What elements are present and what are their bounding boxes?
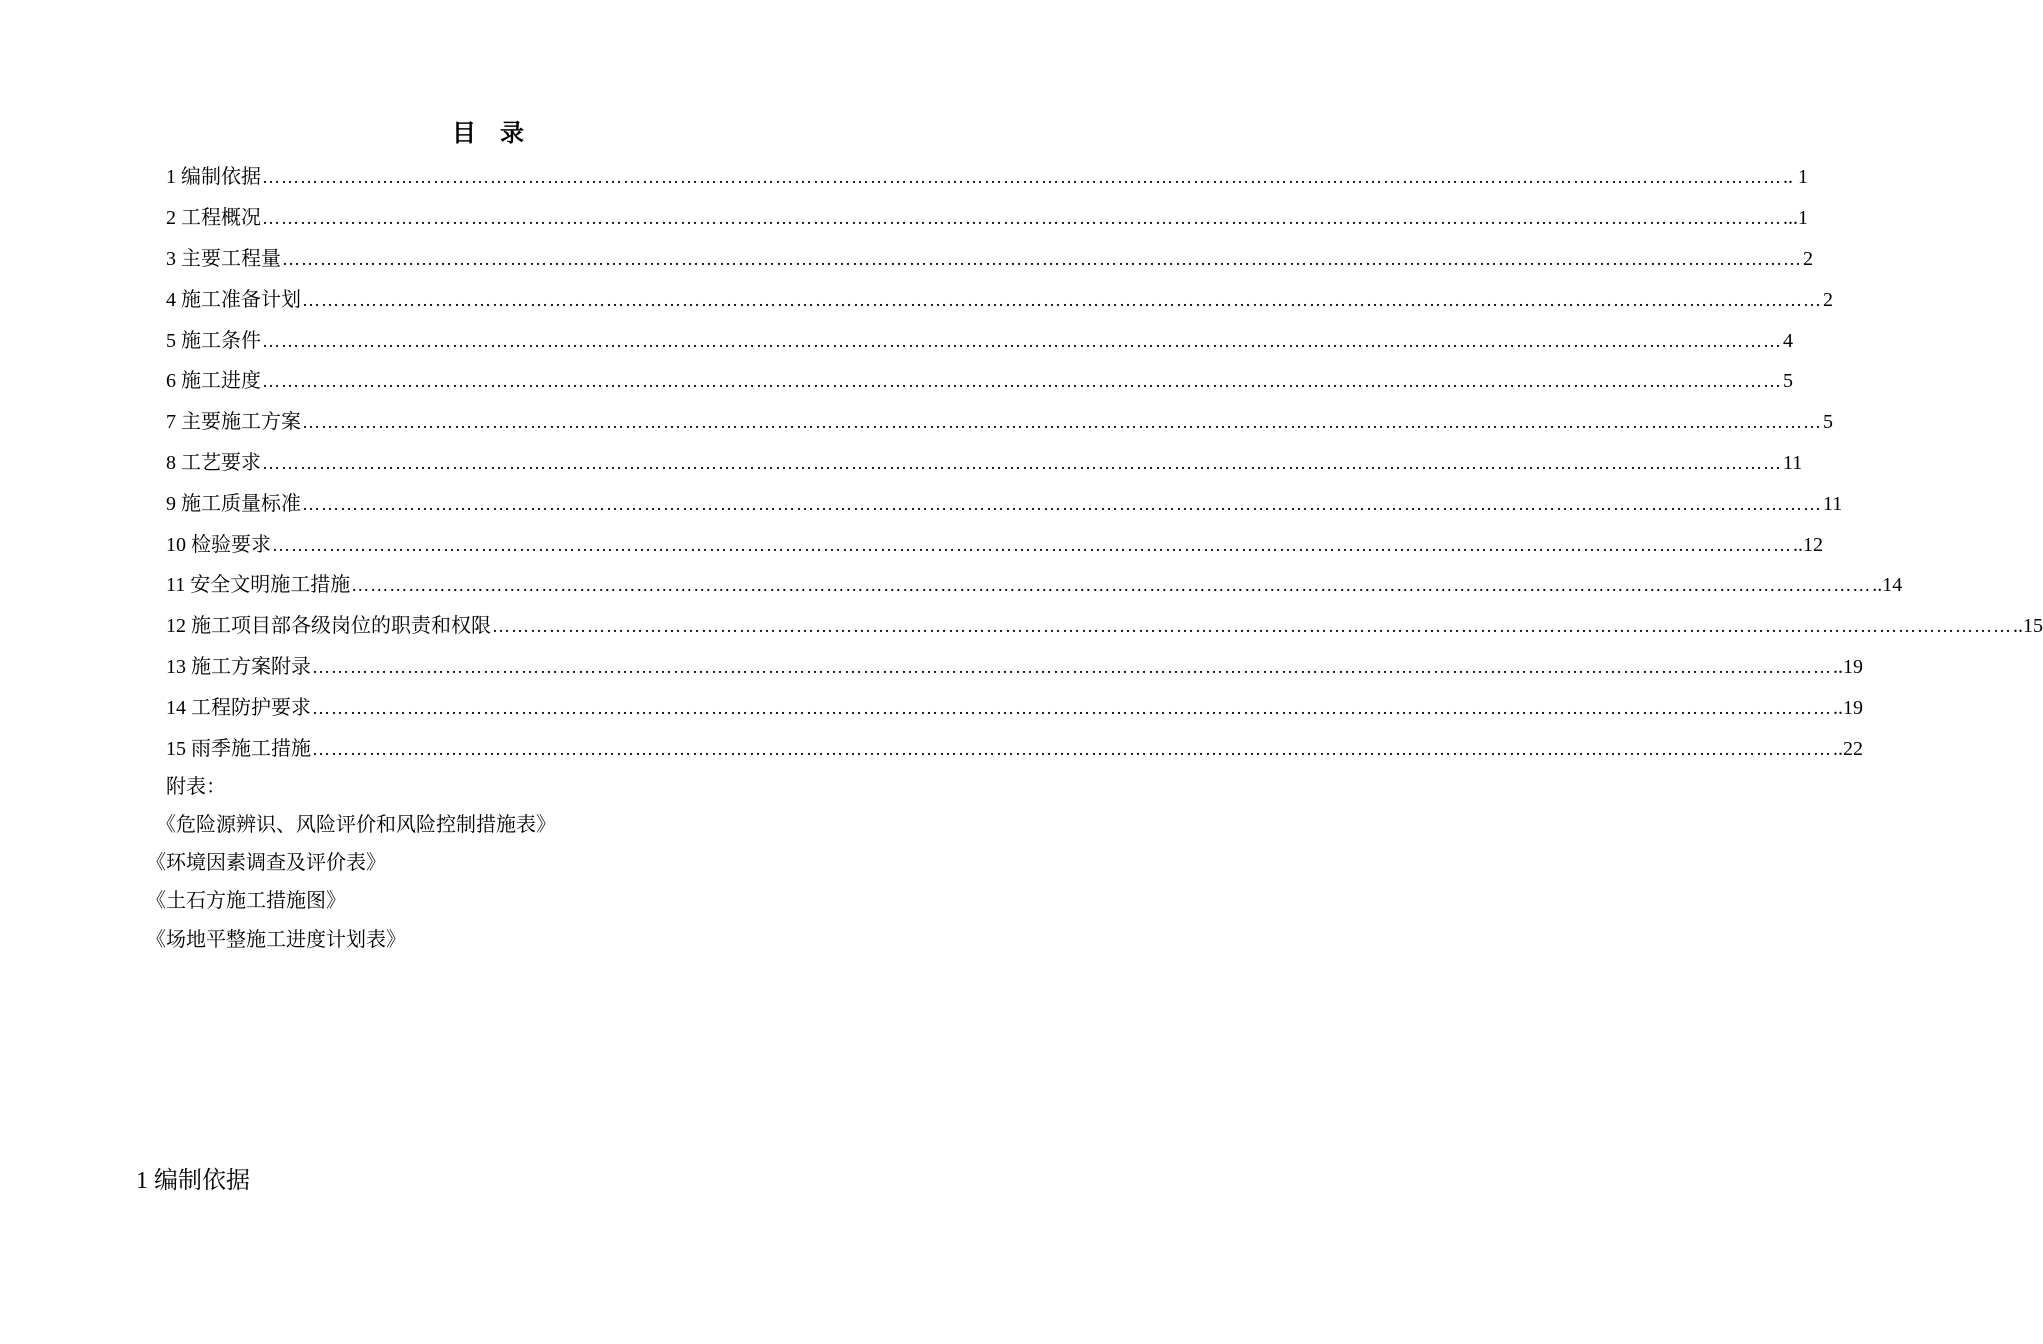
toc-entry[interactable]: [166, 198, 1808, 239]
toc-entry[interactable]: [166, 157, 1808, 198]
toc-title: [0, 113, 976, 148]
toc-entry-label: 15 雨季施工措施: [166, 737, 311, 760]
toc-entry-page: 11: [1783, 451, 1803, 474]
toc-entry-page: ..19: [1833, 655, 1863, 678]
toc-entry[interactable]: [166, 279, 1833, 320]
toc-entry-label: 4 施工准备计划: [166, 288, 301, 311]
toc-entry-label: 14 工程防护要求: [166, 696, 311, 719]
toc-list: [166, 157, 2043, 769]
section-heading: 1 编制依据: [136, 1168, 250, 1194]
appendix-item: 《危险源辨识、风险评价和风险控制措施表》: [156, 814, 556, 836]
toc-entry-label: 7 主要施工方案: [166, 411, 301, 434]
toc-entry-label: 5 施工条件: [166, 329, 261, 352]
toc-entry-page: .. 1: [1783, 166, 1808, 189]
toc-entry[interactable]: [166, 728, 1863, 769]
toc-entry-page: ..14: [1872, 574, 1903, 597]
toc-entry-label: 12 施工项目部各级岗位的职责和权限: [166, 615, 491, 638]
toc-entry-label: 3 主要工程量: [166, 247, 281, 270]
toc-entry-page: 2: [1823, 288, 1833, 311]
toc-entry[interactable]: [166, 647, 1863, 688]
appendix-item: 《场地平整施工进度计划表》: [146, 929, 406, 951]
toc-leader-dots: ……………………………………………………………………………………………………………………………………………………………………………………………………………………: [262, 167, 1782, 188]
toc-entry[interactable]: [166, 320, 1793, 361]
toc-entry-page: ...1: [1783, 207, 1808, 230]
appendix-item: 《环境因素调查及评价表》: [146, 852, 386, 874]
toc-title-part-1: 目: [452, 119, 476, 147]
toc-leader-dots: ……………………………………………………………………………………………………………………………………………………………………………………………………………………: [262, 208, 1782, 229]
toc-leader-dots: ……………………………………………………………………………………………………………………………………………………………………………………………………………………: [282, 248, 1802, 269]
toc-entry[interactable]: [166, 524, 1823, 565]
toc-leader-dots: ……………………………………………………………………………………………………………………………………………………………………………………………………………………: [492, 616, 2012, 637]
toc-leader-dots: ……………………………………………………………………………………………………………………………………………………………………………………………………………………: [262, 330, 1782, 351]
toc-entry-label: 2 工程概况: [166, 207, 261, 230]
toc-leader-dots: ……………………………………………………………………………………………………………………………………………………………………………………………………………………: [351, 575, 1872, 596]
toc-entry[interactable]: [166, 239, 1813, 280]
toc-entry-label: 10 检验要求: [166, 533, 271, 556]
toc-entry-page: ..12: [1793, 533, 1823, 556]
toc-entry-page: 5: [1783, 370, 1793, 393]
toc-leader-dots: ……………………………………………………………………………………………………………………………………………………………………………………………………………………: [262, 371, 1782, 392]
appendix-heading: 附表：: [166, 776, 226, 798]
toc-entry-page: 2: [1803, 247, 1813, 270]
toc-entry[interactable]: [166, 565, 1903, 606]
toc-leader-dots: ……………………………………………………………………………………………………………………………………………………………………………………………………………………: [312, 738, 1832, 759]
toc-title-part-2: 录: [500, 119, 524, 147]
toc-entry-page: 5: [1823, 411, 1833, 434]
toc-entry[interactable]: [166, 402, 1833, 443]
toc-entry-label: 6 施工进度: [166, 370, 261, 393]
toc-leader-dots: ……………………………………………………………………………………………………………………………………………………………………………………………………………………: [302, 289, 1822, 310]
toc-entry[interactable]: [166, 361, 1793, 402]
toc-entry[interactable]: [166, 687, 1863, 728]
toc-entry-label: 11 安全文明施工措施: [166, 574, 351, 597]
toc-entry-page: ..15: [2013, 615, 2043, 638]
toc-leader-dots: ……………………………………………………………………………………………………………………………………………………………………………………………………………………: [312, 697, 1832, 718]
toc-leader-dots: ……………………………………………………………………………………………………………………………………………………………………………………………………………………: [302, 412, 1822, 433]
toc-entry-page: 4: [1783, 329, 1793, 352]
toc-leader-dots: ……………………………………………………………………………………………………………………………………………………………………………………………………………………: [312, 656, 1832, 677]
toc-entry-label: 1 编制依据: [166, 166, 261, 189]
toc-entry[interactable]: [166, 606, 2043, 647]
toc-entry-label: 13 施工方案附录: [166, 655, 311, 678]
toc-entry-page: ..22: [1833, 737, 1863, 760]
toc-leader-dots: ……………………………………………………………………………………………………………………………………………………………………………………………………………………: [302, 493, 1822, 514]
toc-entry[interactable]: [166, 443, 1803, 484]
toc-entry-label: 8 工艺要求: [166, 451, 261, 474]
appendix-item: 《土石方施工措施图》: [146, 890, 346, 912]
toc-entry-page: 11: [1823, 492, 1843, 515]
toc-entry-page: ..19: [1833, 696, 1863, 719]
toc-entry[interactable]: [166, 483, 1843, 524]
toc-leader-dots: ……………………………………………………………………………………………………………………………………………………………………………………………………………………: [272, 534, 1792, 555]
toc-entry-label: 9 施工质量标准: [166, 492, 301, 515]
toc-leader-dots: ……………………………………………………………………………………………………………………………………………………………………………………………………………………: [262, 452, 1782, 473]
